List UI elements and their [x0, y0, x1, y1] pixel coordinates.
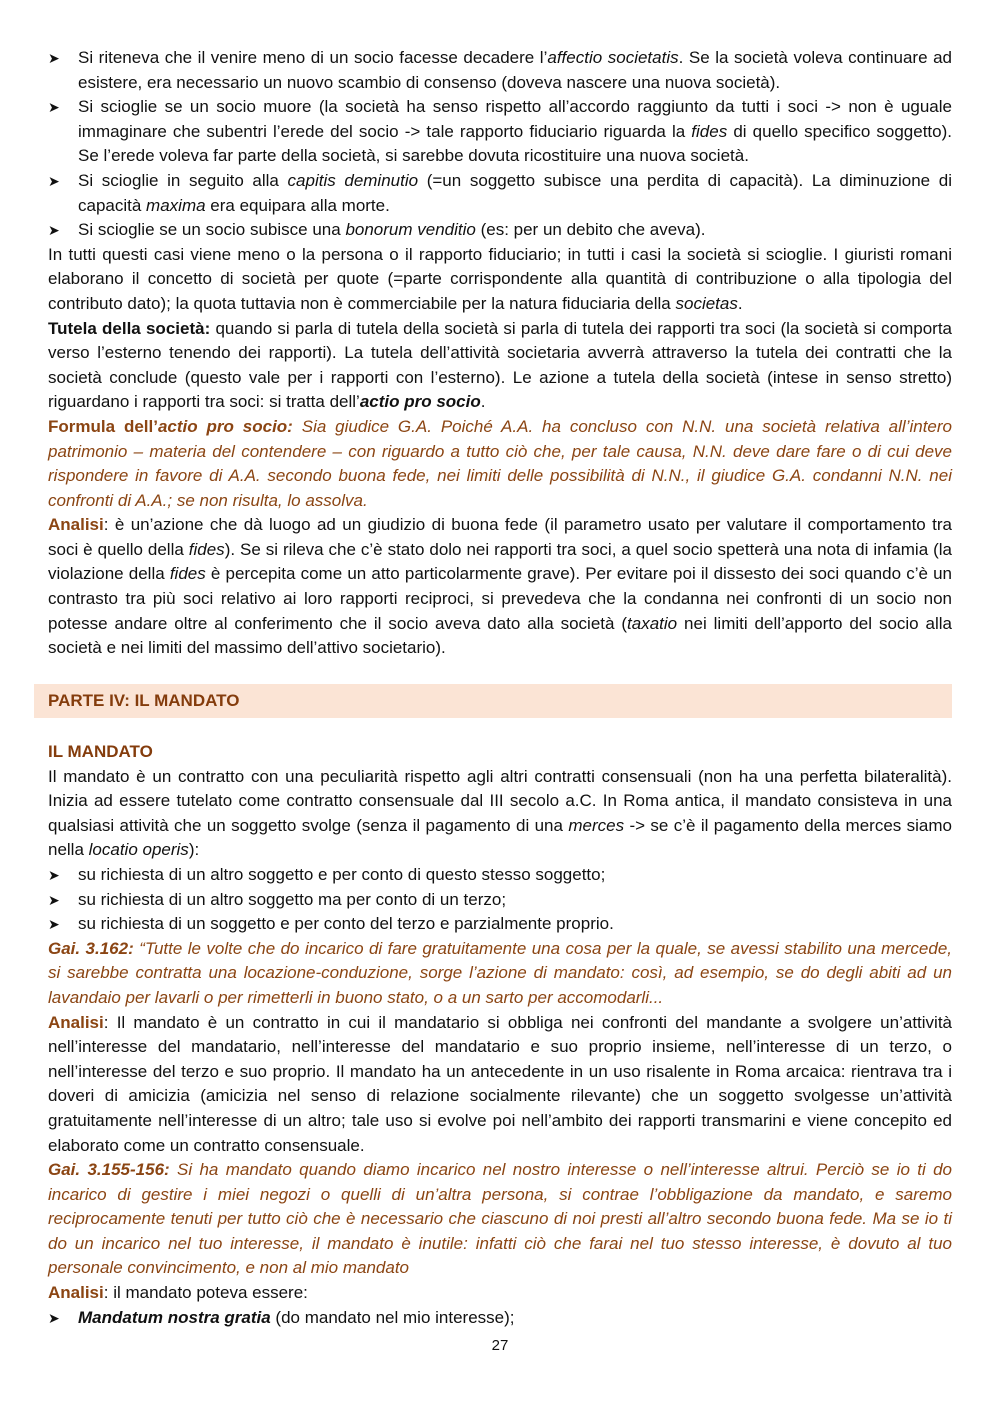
paragraph: [48, 765, 952, 863]
text-run: -> se c’è il pagamento della merces siamo nella: [48, 815, 953, 860]
list-item: [48, 169, 952, 218]
text-run: (=un soggetto subisce una perdita di capacità). La diminuzione di capacità: [78, 170, 952, 215]
text-run: su richiesta di un soggetto e per conto del terzo e parzialmente proprio.: [78, 914, 614, 934]
text-run: Il mandato è un contratto con una peculiarità rispetto agli altri contratti consensuali (non ha una perfetta bilateralità). Inizia ad essere tutelato come contratto consensuale dal III secolo a.C. In Roma antica, il mandato consisteva in una qualsiasi attività che un soggetto svolge (senza il pagamento di una: [48, 766, 952, 835]
bold-italic-label: actio pro socio:: [157, 416, 293, 436]
paragraph-analisi: [48, 1281, 952, 1306]
bold-label: Formula dell’: [48, 416, 158, 436]
text-run: In tutti questi casi viene meno o la persona o il rapporto fiduciario; in tutti i casi la società si scioglie. I giuristi romani elaborano il concetto di società per quote (=parte corrispondente alla quantità di contribuzione o alla tipologia del contributo dato); la quota tuttavia non è commerciabile per la natura fiduciaria della: [48, 244, 952, 313]
bold-italic-term: Mandatum nostra gratia: [78, 1307, 271, 1327]
text-run: quando si parla di tutela della società si parla di tutela dei rapporti tra soci (la società si comporta verso l’esterno tenendo dei rapporti). La tutela dell’attività societaria avverrà attraverso la tutela dei contratti che la società conclude (questo vale per i rapporti con l’esterno). Le azione a tutela della società (intese in senso stretto) riguardano i rapporti tra soci: si tratta dell’: [48, 318, 953, 412]
text-run: era equipara alla morte.: [205, 195, 390, 215]
analisi-label: Analisi: [48, 515, 104, 535]
citation-label: Gai. 3.162:: [48, 938, 134, 958]
arrowhead-bullet-icon: ➤: [48, 916, 60, 933]
text-run: nei limiti dell’apporto del socio alla società e nei limiti del massimo dell’attivo societario).: [48, 613, 952, 658]
text-run: su richiesta di un altro soggetto e per conto di questo stesso soggetto;: [78, 864, 606, 884]
arrowhead-bullet-icon: ➤: [48, 891, 60, 908]
text-run: : Il mandato è un contratto in cui il mandatario si obbliga nei confronti del mandante a svolgere un’attività nell’interesse del mandatario, nell’interesse del mandatario e suo proprio insieme, nell’interesse di un terzo, o nell’interesse del terzo e suo proprio. Il mandato ha un antecedente in un uso risalente in Roma arcaica: rientrava tra i doveri di amicizia (amicizia nel senso di relazione socialmente rilevante) che un soggetto svolgesse un’attività gratuitamente nell’interesse di un altro; tale uso si evolve poi nell’ambito dei rapporti transmarini e viene concepito ed elaborato come un contratto consensuale.: [48, 1012, 952, 1155]
list-item: [48, 95, 952, 169]
page-body-top: [48, 46, 952, 661]
text-run: è percepita come un atto particolarmente grave). Per evitare poi il dissesto dei soci quando c’è un contrasto tra più soci relativo ai loro rapporti reciproci, si prevedeva che la condanna nei confronti di un socio non potesse andare oltre al conferimento che il socio aveva dato alla società (: [48, 564, 952, 633]
page-body-mandato: [48, 740, 952, 1330]
italic-term: societas: [675, 293, 738, 313]
analisi-label: Analisi: [48, 1012, 104, 1032]
paragraph: [48, 243, 952, 317]
italic-term: fides: [691, 121, 728, 141]
italic-term: locatio operis: [88, 840, 189, 860]
page-number: 27: [491, 1337, 509, 1354]
text-run: su richiesta di un altro soggetto ma per conto di un terzo;: [78, 889, 507, 909]
text-run: : il mandato poteva essere:: [103, 1283, 308, 1303]
italic-term: fides: [188, 539, 225, 559]
arrowhead-bullet-icon: ➤: [48, 222, 60, 239]
arrowhead-bullet-icon: ➤: [48, 172, 60, 189]
paragraph-tutela: [48, 317, 952, 415]
quoted-source: “Tutte le volte che do incarico di fare gratuitamente una cosa per la quale, se avessi stabilito una mercede, si sarebbe contratta una locazione-conduzione, sorge l’azione di mandato: così, ad esempio, se do degli abiti ad un lavandaio per lavarli o per rimetterli in buono stato, o a un sarto per accomodarli...: [48, 938, 952, 1007]
quoted-formula: Sia giudice G.A. Poiché A.A. ha concluso con N.N. una società relativa all’intero patrimonio – materia del contendere – con riguardo a tutto ciò che, per tale causa, N.N. deve dare fare o di cui deve rispondere in favore di A.A. secondo buona fede, nei limiti delle possibilità di N.N., il giudice G.A. condanni N.N. nei confronti di A.A.; se non risulta, lo assolva.: [48, 416, 952, 510]
paragraph-formula: [48, 415, 952, 513]
bold-label: Tutela della società:: [48, 318, 211, 338]
bold-italic-term: actio pro socio: [359, 392, 481, 412]
arrowhead-bullet-icon: ➤: [48, 866, 60, 883]
italic-term: maxima: [146, 195, 206, 215]
text-run: (do mandato nel mio interesse);: [270, 1307, 515, 1327]
analisi-label: Analisi: [48, 1283, 104, 1303]
paragraph-analisi: [48, 513, 952, 661]
list-item: [48, 888, 952, 913]
text-run: ). Se si rileva che c’è stato dolo nei rapporti tra soci, a quel socio spetterà una nota di infamia (la violazione della: [48, 539, 952, 584]
arrowhead-bullet-icon: ➤: [48, 1309, 60, 1326]
text-run: ):: [188, 840, 200, 860]
paragraph-gaius-quote: [48, 1158, 952, 1281]
paragraph-analisi: [48, 1011, 952, 1159]
italic-term: capitis deminutio: [287, 170, 419, 190]
text-run: (es: per un debito che aveva).: [475, 220, 706, 240]
text-run: : è un’azione che dà luogo ad un giudizio di buona fede (il parametro usato per valutare il comportamento tra soci è quello della: [48, 515, 952, 559]
italic-term: taxatio: [627, 613, 678, 633]
text-run: Si riteneva che il venire meno di un socio facesse decadere l’: [78, 48, 548, 67]
subheading: IL MANDATO: [48, 742, 153, 761]
text-run: di quello specifico soggetto). Se l’erede voleva far parte della società, si sarebbe dovuta ricostituire una nuova società.: [78, 121, 952, 166]
section-title: PARTE IV: IL MANDATO: [48, 691, 240, 710]
italic-term: bonorum venditio: [345, 220, 476, 240]
list-item: [48, 46, 952, 95]
text-run: . Se la società voleva continuare ad esistere, era necessario un nuovo scambio di consenso (doveva nascere una nuova società).: [78, 48, 952, 92]
arrowhead-bullet-icon: ➤: [48, 99, 60, 116]
arrowhead-bullet-icon: ➤: [48, 50, 60, 66]
italic-term: merces: [568, 815, 625, 835]
italic-term: fides: [169, 564, 206, 584]
list-item: [48, 863, 952, 888]
text-run: .: [737, 293, 743, 313]
text-run: .: [480, 392, 486, 412]
paragraph-gaius-quote: [48, 937, 952, 1011]
italic-term: affectio societatis: [547, 48, 679, 67]
text-run: Si scioglie se un socio muore (la società ha senso rispetto all’accordo raggiunto da tutti i soci -> non è uguale immaginare che subentri l’erede del socio -> tale rapporto fiduciario riguarda la: [78, 97, 952, 141]
quoted-source: Si ha mandato quando diamo incarico nel nostro interesse o nell’interesse altrui. Perciò se io ti do incarico di gestire i miei negozi o quelli di un’altra persona, si contrae l’obbligazione da mandato, e saremo reciprocamente tenuti per tutto ciò che è necessario che ciascuno di noi presti all’altro secondo buona fede. Ma se io ti do un incarico nel tuo interesse, il mandato è inutile: infatti ciò che farai nel tuo stesso interesse, è dovuto al tuo personale convincimento, e non al mio mandato: [48, 1160, 952, 1278]
text-run: Si scioglie in seguito alla: [78, 170, 288, 190]
list-item: [48, 912, 952, 937]
list-item: [48, 218, 952, 243]
list-item: [48, 1306, 952, 1331]
text-run: Si scioglie se un socio subisce una: [78, 220, 346, 240]
citation-label: Gai. 3.155-156:: [48, 1160, 170, 1180]
